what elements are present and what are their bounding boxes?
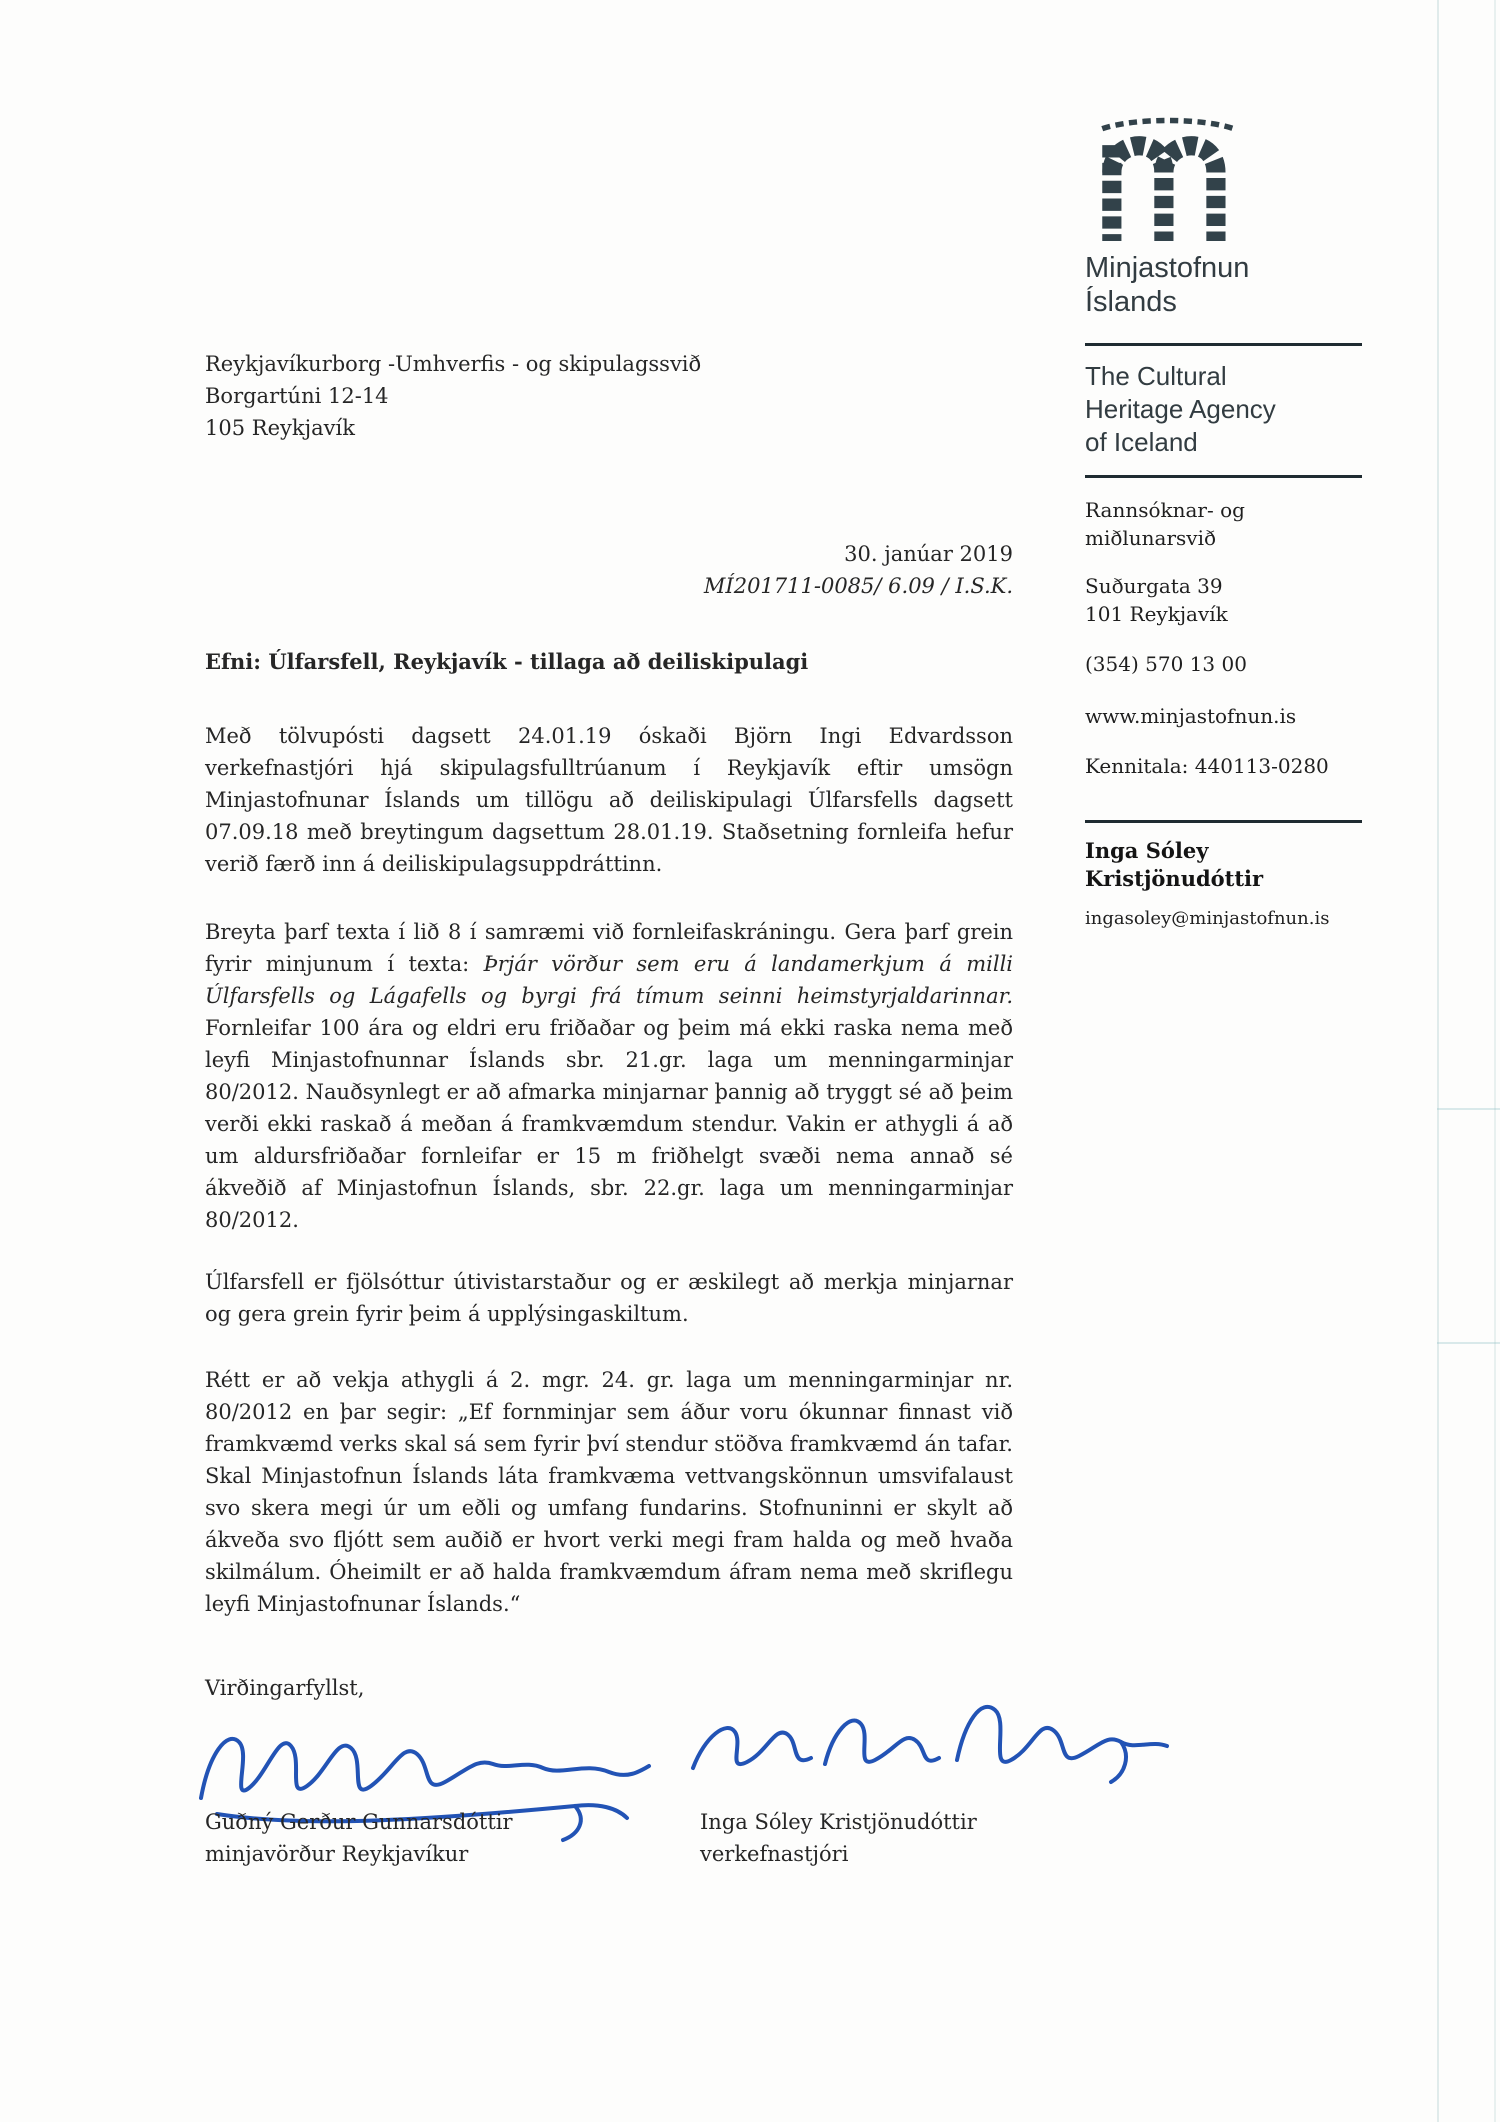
sidebar-divider bbox=[1085, 820, 1362, 823]
org-en-line2: Heritage Agency bbox=[1085, 394, 1276, 424]
signature-area bbox=[205, 1710, 1013, 1806]
department bbox=[1085, 496, 1370, 552]
paragraph-4: Rétt er að vekja athygli á 2. mgr. 24. gr. laga um menningarminjar nr. 80/2012 en þar segir: „Ef fornminjar sem áður voru ókunnar finnast við framkvæmd verks skal sá sem fyrir því stendur stöðva framkvæmd án tafar. Skal Minjastofnun Íslands láta framkvæma vettvangskönnun umsvifalaust svo skera megi úr um eðli og umfang fundarins. Stofnuninni er skylt að ákveða svo fljótt sem auðið er hvort verki megi fram halda og með hvaða skilmálum. Óheimilt er að halda framkvæmdum áfram nema með skriflegu leyfi Minjastofnunar Íslands.“ bbox=[205, 1368, 1013, 1616]
org-kennitala: Kennitala: 440113-0280 bbox=[1085, 754, 1329, 778]
department-line1: Rannsóknar- og bbox=[1085, 498, 1245, 522]
org-address-line2: 101 Reykjavík bbox=[1085, 602, 1228, 626]
scan-artifact-line bbox=[1437, 1342, 1500, 1344]
sidebar-divider bbox=[1085, 343, 1362, 346]
org-name bbox=[1085, 251, 1370, 319]
letter-body bbox=[205, 348, 1013, 1870]
letter-reference: MÍ201711-0085/ 6.09 / I.S.K. bbox=[703, 574, 1013, 598]
signatory-left bbox=[205, 1806, 700, 1870]
date-reference-block bbox=[205, 538, 1013, 602]
minjastofnun-logo-icon bbox=[1088, 115, 1370, 243]
org-address-line1: Suðurgata 39 bbox=[1085, 574, 1223, 598]
contact-name-line2: Kristjönudóttir bbox=[1085, 866, 1264, 891]
department-line2: miðlunarsvið bbox=[1085, 526, 1217, 550]
paragraph-2-pre: Breyta þarf texta í lið 8 í samræmi við fornleifaskráningu. Gera þarf grein fyrir minjunum í texta: bbox=[205, 920, 1013, 976]
paragraph-1: Með tölvupósti dagsett 24.01.19 óskaði Björn Ingi Edvardsson verkefnastjóri hjá skipulagsfulltrúanum í Reykjavík eftir umsögn Minjastofnunar Íslands um tillögu að deiliskipulagi Úlfarsfells dagsett 07.09.18 með breytingum dagsettum 28.01.19. Staðsetning fornleifa hefur verið færð inn á deiliskipulagsuppdráttinn. bbox=[205, 724, 1013, 876]
sidebar-divider bbox=[1085, 475, 1362, 478]
signatory-left-name: Guðný Gerður Gunnarsdóttir bbox=[205, 1810, 513, 1834]
org-address bbox=[1085, 572, 1370, 628]
org-name-line1: Minjastofnun bbox=[1085, 252, 1250, 284]
signatory-left-title: minjavörður Reykjavíkur bbox=[205, 1842, 469, 1866]
signatory-names-row bbox=[205, 1806, 1013, 1870]
letterhead-sidebar bbox=[1085, 115, 1370, 931]
scan-artifact-line bbox=[1437, 0, 1439, 2122]
letter-date: 30. janúar 2019 bbox=[844, 542, 1013, 566]
closing-salutation: Virðingarfyllst, bbox=[205, 1676, 365, 1700]
org-name-english bbox=[1085, 360, 1370, 459]
paragraph-2-post: Fornleifar 100 ára og eldri eru friðaðar og þeim má ekki raska nema með leyfi Minjastofnunnar Íslands sbr. 21.gr. laga um menningarminjar 80/2012. Nauðsynlegt er að afmarka minjarnar þannig að tryggt sé að þeim verði ekki raskað á meðan á framkvæmdum stendur. Vakin er athygli á að um aldursfriðaðar fornleifar er 15 m friðhelgt svæði nema annað sé ákveðið af Minjastofnun Íslands, sbr. 22.gr. laga um menningarminjar 80/2012. bbox=[205, 1016, 1013, 1232]
signatory-right-title: verkefnastjóri bbox=[700, 1842, 849, 1866]
contact-person-name bbox=[1085, 837, 1370, 893]
scan-artifact-line bbox=[1437, 1108, 1500, 1110]
recipient-line3: 105 Reykjavík bbox=[205, 416, 355, 440]
org-name-line2: Íslands bbox=[1085, 286, 1177, 318]
recipient-line1: Reykjavíkurborg -Umhverfis - og skipulagssvið bbox=[205, 352, 702, 376]
contact-email: ingasoley@minjastofnun.is bbox=[1085, 908, 1330, 929]
org-phone: (354) 570 13 00 bbox=[1085, 652, 1247, 676]
org-en-line1: The Cultural bbox=[1085, 361, 1227, 391]
org-website: www.minjastofnun.is bbox=[1085, 704, 1297, 728]
signatory-right-name: Inga Sóley Kristjönudóttir bbox=[700, 1810, 977, 1834]
paragraph-3: Úlfarsfell er fjölsóttur útivistarstaður og er æskilegt að merkja minjarnar og gera grein fyrir þeim á upplýsingaskiltum. bbox=[205, 1270, 1013, 1326]
paragraph-2-italic: Þrjár vörður sem eru á landamerkjum á milli Úlfarsfells og Lágafells og byrgi frá tímum seinni heimstyrjaldarinnar. bbox=[205, 952, 1014, 1008]
paragraph-2 bbox=[205, 916, 1013, 1236]
org-en-line3: of Iceland bbox=[1085, 427, 1198, 457]
contact-name-line1: Inga Sóley bbox=[1085, 838, 1209, 863]
recipient-address bbox=[205, 348, 1013, 444]
recipient-line2: Borgartúni 12-14 bbox=[205, 384, 389, 408]
stone-m-logo-icon bbox=[1088, 115, 1248, 241]
subject-line: Efni: Úlfarsfell, Reykjavík - tillaga að deiliskipulagi bbox=[205, 649, 809, 674]
signatory-right bbox=[700, 1806, 977, 1870]
scan-artifact-line bbox=[1494, 0, 1496, 2122]
